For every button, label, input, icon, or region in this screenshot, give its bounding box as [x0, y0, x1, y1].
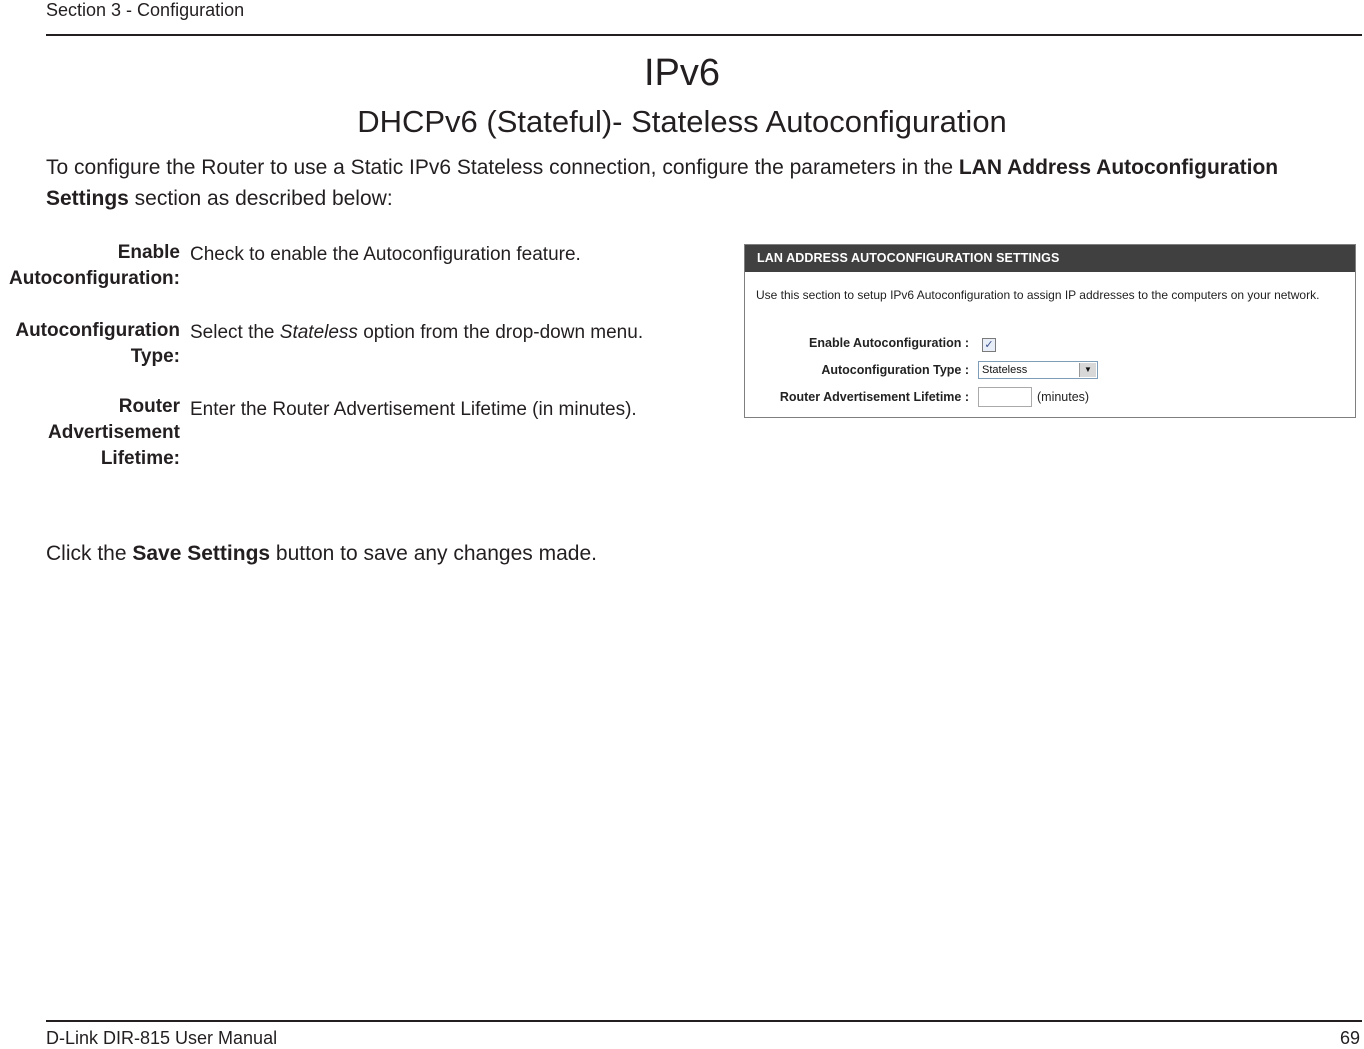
page-number: 69 [1339, 1028, 1360, 1048]
intro-text-before: To configure the Router to use a Static IPv6 Stateless connection, configure the parameters in the [46, 156, 959, 179]
enable-autoconfiguration-checkbox[interactable]: ✓ [982, 338, 996, 352]
desc-text-before: Select the [190, 322, 280, 343]
term-router-advertisement-lifetime [48, 394, 180, 472]
lifetime-unit-label: (minutes) [1037, 390, 1090, 404]
lan-address-autoconfiguration-panel [744, 244, 1356, 418]
save-text-after: button to save any changes made. [270, 542, 597, 565]
desc-enable-autoconfiguration: Check to enable the Autoconfiguration feature. [190, 244, 581, 265]
router-advertisement-lifetime-label: Router Advertisement Lifetime : [779, 390, 969, 404]
autoconfiguration-type-select[interactable] [978, 361, 1098, 379]
enable-autoconfiguration-label: Enable Autoconfiguration : [809, 336, 969, 350]
term-line: Autoconfiguration [15, 320, 180, 341]
save-text-before: Click the [46, 542, 133, 565]
term-line: Router [118, 396, 180, 417]
panel-description: Use this section to setup IPv6 Autoconfiguration to assign IP addresses to the computers on your network. [756, 288, 1320, 302]
save-settings-term: Save Settings [132, 542, 271, 565]
term-line: Autoconfiguration: [9, 268, 180, 289]
term-autoconfiguration-type [15, 318, 180, 370]
page-title: IPv6 [643, 52, 721, 94]
header-rule [46, 34, 1362, 36]
select-value: Stateless [982, 364, 1028, 376]
autoconfiguration-type-label: Autoconfiguration Type : [821, 363, 969, 377]
term-line: Type: [130, 346, 180, 367]
page-subtitle: DHCPv6 (Stateful)- Stateless Autoconfiguration [357, 104, 1007, 139]
desc-text-after: option from the drop-down menu. [357, 322, 644, 343]
desc-italic: Stateless [279, 322, 358, 343]
router-advertisement-lifetime-input[interactable] [978, 387, 1032, 407]
intro-bold: LAN Address Autoconfiguration Settings [46, 156, 1279, 210]
term-line: Enable [117, 242, 180, 263]
save-instruction [46, 542, 597, 566]
intro-text-after: section as described below: [128, 187, 393, 210]
section-header: Section 3 - Configuration [46, 0, 245, 20]
desc-autoconfiguration-type [190, 320, 643, 346]
intro-paragraph [46, 152, 1362, 214]
desc-router-advertisement-lifetime: Enter the Router Advertisement Lifetime (in minutes). [190, 399, 637, 420]
term-enable-autoconfiguration [9, 240, 180, 292]
term-line: Lifetime: [100, 448, 180, 469]
footer-rule [46, 1020, 1362, 1022]
panel-header: LAN ADDRESS AUTOCONFIGURATION SETTINGS [745, 245, 1355, 272]
term-line: Advertisement [48, 422, 180, 443]
footer-manual-title: D-Link DIR-815 User Manual [46, 1028, 278, 1048]
chevron-down-icon[interactable]: ▼ [1079, 363, 1096, 377]
